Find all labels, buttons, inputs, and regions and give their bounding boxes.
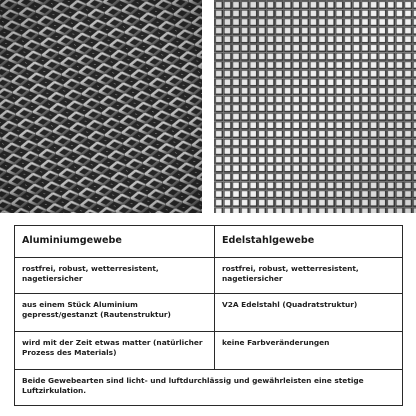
table-row — [15, 258, 403, 294]
table-row — [15, 294, 403, 332]
header-aluminium: Aluminiumgewebe — [15, 226, 215, 258]
aluminium-mesh-photo — [0, 0, 202, 213]
cell-aluminium-properties: rostfrei, robust, wetterresistent, nagetiersicher — [15, 258, 215, 294]
comparison-table — [14, 225, 403, 406]
cell-steel-properties: rostfrei, robust, wetterresistent, nagetiersicher — [215, 258, 403, 294]
cell-steel-material: V2A Edelstahl (Quadratstruktur) — [215, 294, 403, 332]
cell-aluminium-material: aus einem Stück Aluminium gepresst/gestanzt (Rautenstruktur) — [15, 294, 215, 332]
stainless-steel-mesh-photo — [214, 0, 416, 213]
cell-steel-aging: keine Farbveränderungen — [215, 332, 403, 370]
header-stainless-steel: Edelstahlgewebe — [215, 226, 403, 258]
table-footer-row — [15, 370, 403, 406]
table-row — [15, 332, 403, 370]
table-header-row — [15, 226, 403, 258]
footer-note: Beide Gewebearten sind licht- und luftdurchlässig und gewährleisten eine stetige Luftzirkulation. — [15, 370, 403, 406]
cell-aluminium-aging: wird mit der Zeit etwas matter (natürlicher Prozess des Materials) — [15, 332, 215, 370]
